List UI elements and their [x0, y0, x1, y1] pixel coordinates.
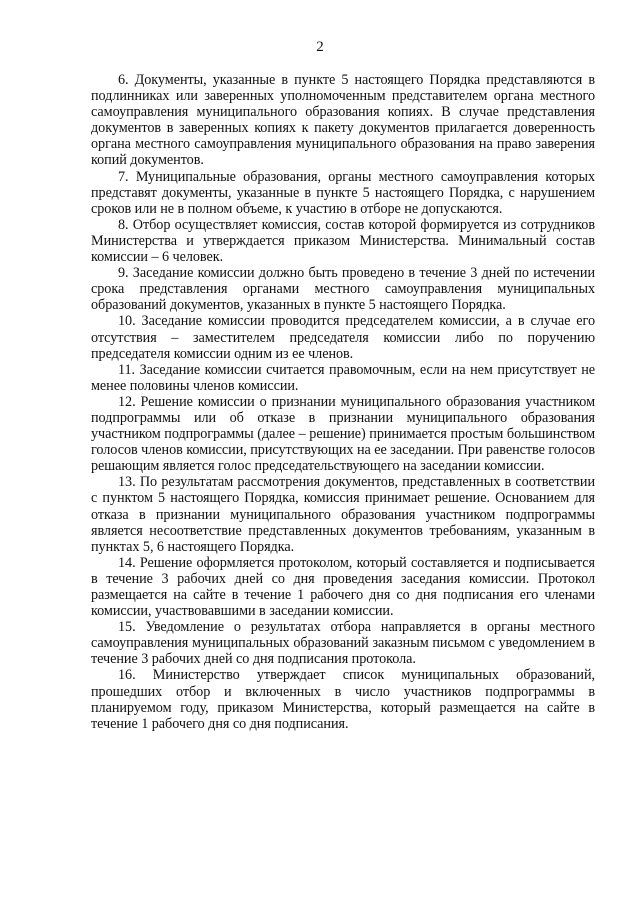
- paragraph-9: 9. Заседание комиссии должно быть проведено в течение 3 дней по истечении срока представления органами местного самоуправления муниципальных образований документов, указанных в пункте 5 настоящего Порядка.: [91, 265, 595, 314]
- paragraph-16: 16. Министерство утверждает список муниципальных образований, прошедших отбор и включенных в число участников подпрограммы в планируемом году, приказом Министерства, который размещается на сайте в течение 1 рабочего дня со дня подписания.: [91, 667, 595, 732]
- paragraph-8: 8. Отбор осуществляет комиссия, состав которой формируется из сотрудников Министерства и утверждается приказом Министерства. Минимальный состав комиссии – 6 человек.: [91, 216, 595, 266]
- document-body: [91, 72, 595, 732]
- paragraph-10: 10. Заседание комиссии проводится председателем комиссии, а в случае его отсутствия – заместителем председателя комиссии либо по поручению председателя комиссии одним из ее членов.: [91, 313, 595, 362]
- paragraph-15: 15. Уведомление о результатах отбора направляется в органы местного самоуправления муниципальных образований заказным письмом с уведомлением в течение 3 рабочих дней со дня подписания протокола.: [91, 619, 595, 668]
- paragraph-13: 13. По результатам рассмотрения документов, представленных в соответствии с пунктом 5 настоящего Порядка, комиссия принимает решение. Основанием для отказа в признании муниципального образования участником подпрограммы является несоответствие представленных документов требованиям, указанным в пунктах 5, 6 настоящего Порядка.: [91, 474, 595, 555]
- paragraph-7: 7. Муниципальные образования, органы местного самоуправления которых представят документы, указанные в пункте 5 настоящего Порядка, с нарушением сроков или не в полном объеме, к участию в отборе не допускаются.: [91, 168, 595, 217]
- paragraph-11: 11. Заседание комиссии считается правомочным, если на нем присутствует не менее половины членов комиссии.: [91, 361, 595, 394]
- paragraph-12: 12. Решение комиссии о признании муниципального образования участником подпрограммы или об отказе в признании муниципального образования участником подпрограммы (далее – решение) принимается простым большинством голосов членов комиссии, присутствующих на ее заседании. При равенстве голосов решающим является голос председательствующего на заседании комиссии.: [91, 393, 595, 475]
- paragraph-6: 6. Документы, указанные в пункте 5 настоящего Порядка представляются в подлинниках или заверенных уполномоченным представителем органа местного самоуправления муниципального образования копиях. В случае представления документов в заверенных копиях к пакету документов прилагается доверенность органа местного самоуправления муниципального образования на право заверения копий документов.: [91, 72, 595, 169]
- paragraph-14: 14. Решение оформляется протоколом, который составляется и подписывается в течение 3 рабочих дней со дня проведения заседания комиссии. Протокол размещается на сайте в течение 1 рабочего дня со дня подписания его членами комиссии, участвовавшими в заседании комиссии.: [91, 554, 595, 620]
- page-number: 2: [316, 39, 324, 55]
